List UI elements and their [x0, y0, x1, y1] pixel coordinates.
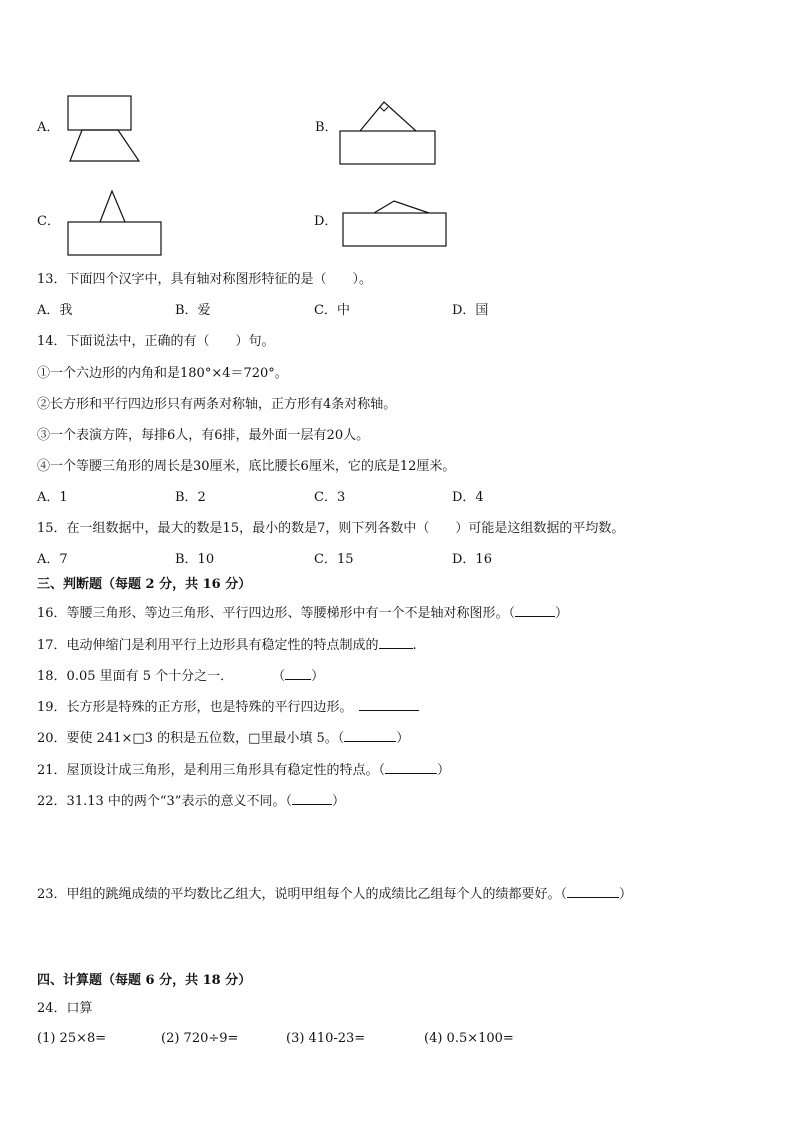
question-17-text: 17．电动伸缩门是利用平行上边形具有稳定性的特点制成的 [37, 638, 379, 653]
calc-item-4: (4) 0.5×100= [424, 1031, 514, 1046]
answer-blank-20[interactable] [344, 729, 396, 742]
figure-a-rectangle-on-trapezoid [62, 94, 142, 166]
question-17 [37, 636, 417, 654]
answer-blank-17[interactable] [379, 636, 413, 649]
question-21-text: 21．屋顶设计成三角形，是利用三角形具有稳定性的特点。（ [37, 763, 386, 778]
section-4-heading: 四、计算题（每题 6 分，共 18 分） [37, 973, 252, 988]
q14-option-b[interactable]: B．2 [175, 490, 206, 505]
q13-option-a[interactable]: A．我 [37, 303, 73, 318]
answer-blank-19[interactable] [359, 698, 419, 711]
q14-option-a[interactable]: A．1 [37, 490, 68, 505]
q14-option-c[interactable]: C．3 [314, 490, 346, 505]
question-20-end: ） [396, 731, 410, 746]
calc-item-1: (1) 25×8= [37, 1031, 107, 1046]
question-22-end: ） [331, 794, 345, 809]
question-24-label: 24．口算 [37, 1001, 93, 1016]
option-b-label[interactable]: B． [315, 120, 338, 135]
question-17-end: . [412, 638, 417, 653]
q14-option-d[interactable]: D．4 [452, 490, 484, 505]
question-18 [37, 667, 324, 685]
answer-blank-16[interactable] [515, 604, 555, 617]
question-23 [37, 885, 632, 903]
q13-option-c[interactable]: C．中 [314, 303, 350, 318]
question-18-text: 18．0.05 里面有 5 个十分之一． （ [37, 669, 286, 684]
question-21 [37, 761, 450, 779]
answer-blank-23[interactable] [567, 885, 619, 898]
q14-statement-4: ④一个等腰三角形的周长是30厘米，底比腰长6厘米，它的底是12厘米。 [37, 459, 456, 474]
question-22-text: 22．31.13 中的两个“3”表示的意义不同。（ [37, 794, 292, 809]
question-16-text: 16．等腰三角形、等边三角形、平行四边形、等腰梯形中有一个不是轴对称图形。（ [37, 606, 516, 621]
question-22 [37, 792, 345, 810]
question-20 [37, 729, 409, 747]
q14-statement-2: ②长方形和平行四边形只有两条对称轴，正方形有4条对称轴。 [37, 397, 397, 412]
question-16 [37, 604, 568, 622]
q15-option-b[interactable]: B．10 [175, 552, 215, 567]
q14-statement-1: ①一个六边形的内角和是180°×4＝720°。 [37, 366, 288, 381]
calc-item-3: (3) 410-23= [286, 1031, 366, 1046]
question-19 [37, 698, 419, 716]
q13-option-d[interactable]: D．国 [452, 303, 489, 318]
question-20-text: 20．要使 241×□3 的积是五位数，□里最小填 5。（ [37, 731, 345, 746]
q15-option-d[interactable]: D．16 [452, 552, 492, 567]
answer-blank-22[interactable] [292, 792, 332, 805]
answer-blank-18[interactable] [285, 667, 311, 680]
figure-c-triangle-on-rectangle [64, 188, 166, 258]
question-23-end: ） [619, 887, 633, 902]
figure-d-flat-triangle-on-rectangle [339, 198, 451, 252]
question-23-text: 23．甲组的跳绳成绩的平均数比乙组大，说明甲组每个人的成绩比乙组每个人的绩都要好。（ [37, 887, 568, 902]
question-13-stem: 13．下面四个汉字中，具有轴对称图形特征的是（ ）。 [37, 272, 373, 287]
question-18-end: ） [311, 669, 325, 684]
q15-option-a[interactable]: A．7 [37, 552, 68, 567]
question-16-end: ） [555, 606, 569, 621]
question-14-stem: 14．下面说法中，正确的有（ ）句。 [37, 334, 275, 349]
option-c-label[interactable]: C． [37, 214, 60, 229]
answer-blank-21[interactable] [385, 761, 437, 774]
option-d-label[interactable]: D． [314, 214, 338, 229]
q13-option-b[interactable]: B．爱 [175, 303, 211, 318]
option-a-label[interactable]: A． [37, 120, 60, 135]
figure-b-right-triangle-on-rectangle [336, 98, 440, 168]
q14-statement-3: ③一个表演方阵，每排6人，有6排，最外面一层有20人。 [37, 428, 370, 443]
question-19-text: 19．长方形是特殊的正方形，也是特殊的平行四边形。 [37, 700, 353, 715]
question-15-stem: 15．在一组数据中，最大的数是15，最小的数是7，则下列各数中（ ）可能是这组数据的平均数。 [37, 521, 625, 536]
question-21-end: ） [437, 763, 451, 778]
section-3-heading: 三、判断题（每题 2 分，共 16 分） [37, 577, 252, 592]
q15-option-c[interactable]: C．15 [314, 552, 354, 567]
calc-item-2: (2) 720÷9= [161, 1031, 239, 1046]
